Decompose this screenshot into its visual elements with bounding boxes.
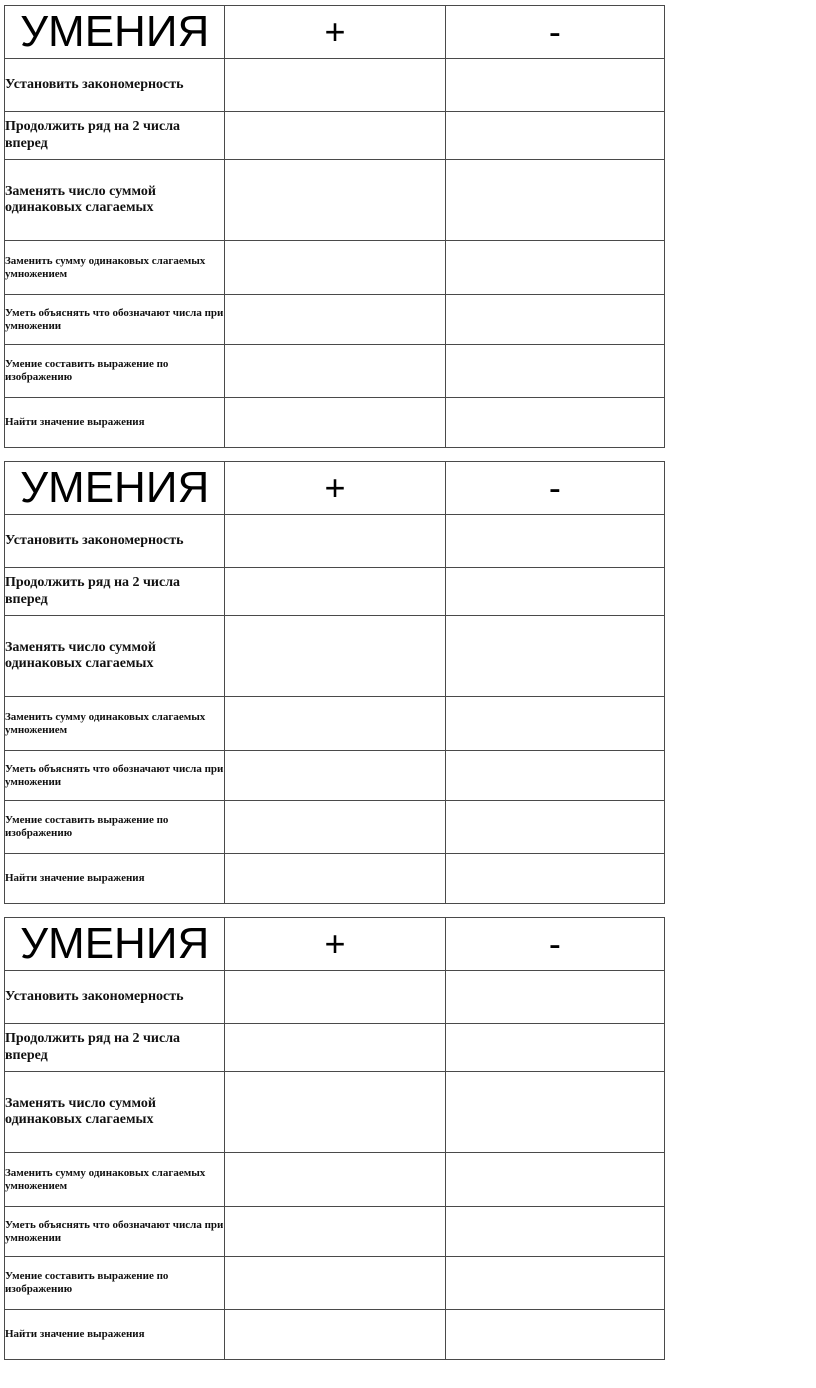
skill-label: Найти значение выражения xyxy=(5,398,225,448)
skills-table-1 xyxy=(4,5,665,448)
skill-label: Найти значение выражения xyxy=(5,854,225,904)
plus-mark-cell[interactable] xyxy=(225,515,445,568)
table-row xyxy=(5,971,665,1024)
table-row xyxy=(5,697,665,751)
skill-label: Установить закономерность xyxy=(5,971,225,1024)
skill-label: Установить закономерность xyxy=(5,515,225,568)
minus-mark-cell[interactable] xyxy=(445,801,664,854)
plus-mark-cell[interactable] xyxy=(225,1310,445,1360)
plus-mark-cell[interactable] xyxy=(225,854,445,904)
skill-label: Продолжить ряд на 2 числа вперед xyxy=(5,1024,225,1072)
table-row xyxy=(5,112,665,160)
minus-mark-cell[interactable] xyxy=(445,616,664,697)
skill-label: Заменять число суммой одинаковых слагаемых xyxy=(5,160,225,241)
minus-mark-cell[interactable] xyxy=(445,971,664,1024)
minus-mark-cell[interactable] xyxy=(445,241,664,295)
plus-mark-cell[interactable] xyxy=(225,59,445,112)
plus-mark-cell[interactable] xyxy=(225,1072,445,1153)
skill-label: Умение составить выражение по изображению xyxy=(5,801,225,854)
table-row xyxy=(5,345,665,398)
plus-column-header: + xyxy=(225,462,445,515)
minus-mark-cell[interactable] xyxy=(445,1310,664,1360)
skill-label: Уметь объяснять что обозначают числа при умножении xyxy=(5,751,225,801)
skill-label: Заменить сумму одинаковых слагаемых умножением xyxy=(5,1153,225,1207)
plus-mark-cell[interactable] xyxy=(225,1024,445,1072)
plus-mark-cell[interactable] xyxy=(225,398,445,448)
skill-label: Заменять число суммой одинаковых слагаемых xyxy=(5,616,225,697)
table-row xyxy=(5,1153,665,1207)
skills-column-header: УМЕНИЯ xyxy=(5,462,225,515)
plus-column-header: + xyxy=(225,6,445,59)
skill-label: Умение составить выражение по изображению xyxy=(5,345,225,398)
minus-column-header: - xyxy=(445,462,664,515)
plus-mark-cell[interactable] xyxy=(225,160,445,241)
skill-label: Заменить сумму одинаковых слагаемых умножением xyxy=(5,697,225,751)
plus-mark-cell[interactable] xyxy=(225,241,445,295)
skill-label: Уметь объяснять что обозначают числа при умножении xyxy=(5,295,225,345)
table-header-row xyxy=(5,462,665,515)
skills-column-header: УМЕНИЯ xyxy=(5,918,225,971)
skill-label: Установить закономерность xyxy=(5,59,225,112)
table-row xyxy=(5,1257,665,1310)
minus-mark-cell[interactable] xyxy=(445,697,664,751)
minus-mark-cell[interactable] xyxy=(445,160,664,241)
skills-table-2 xyxy=(4,461,665,904)
table-header-row xyxy=(5,6,665,59)
plus-mark-cell[interactable] xyxy=(225,971,445,1024)
minus-mark-cell[interactable] xyxy=(445,345,664,398)
table-row xyxy=(5,241,665,295)
skills-table-3 xyxy=(4,917,665,1360)
skill-label: Заменить сумму одинаковых слагаемых умножением xyxy=(5,241,225,295)
minus-mark-cell[interactable] xyxy=(445,59,664,112)
table-row xyxy=(5,160,665,241)
minus-mark-cell[interactable] xyxy=(445,1207,664,1257)
table-row xyxy=(5,568,665,616)
table-header-row xyxy=(5,918,665,971)
table-row xyxy=(5,616,665,697)
table-row xyxy=(5,1024,665,1072)
table-row xyxy=(5,751,665,801)
plus-mark-cell[interactable] xyxy=(225,568,445,616)
minus-mark-cell[interactable] xyxy=(445,398,664,448)
table-row xyxy=(5,801,665,854)
table-row xyxy=(5,1072,665,1153)
table-row xyxy=(5,59,665,112)
minus-column-header: - xyxy=(445,6,664,59)
plus-mark-cell[interactable] xyxy=(225,751,445,801)
table-row xyxy=(5,854,665,904)
skills-column-header: УМЕНИЯ xyxy=(5,6,225,59)
plus-mark-cell[interactable] xyxy=(225,345,445,398)
minus-mark-cell[interactable] xyxy=(445,1072,664,1153)
minus-mark-cell[interactable] xyxy=(445,295,664,345)
plus-mark-cell[interactable] xyxy=(225,1153,445,1207)
table-row xyxy=(5,398,665,448)
plus-mark-cell[interactable] xyxy=(225,295,445,345)
skill-label: Уметь объяснять что обозначают числа при умножении xyxy=(5,1207,225,1257)
plus-mark-cell[interactable] xyxy=(225,697,445,751)
minus-mark-cell[interactable] xyxy=(445,854,664,904)
minus-mark-cell[interactable] xyxy=(445,515,664,568)
table-row xyxy=(5,1310,665,1360)
minus-mark-cell[interactable] xyxy=(445,1024,664,1072)
plus-mark-cell[interactable] xyxy=(225,112,445,160)
minus-column-header: - xyxy=(445,918,664,971)
minus-mark-cell[interactable] xyxy=(445,1257,664,1310)
plus-mark-cell[interactable] xyxy=(225,1207,445,1257)
table-row xyxy=(5,515,665,568)
skill-label: Заменять число суммой одинаковых слагаемых xyxy=(5,1072,225,1153)
skill-label: Продолжить ряд на 2 числа вперед xyxy=(5,112,225,160)
skill-label: Продолжить ряд на 2 числа вперед xyxy=(5,568,225,616)
minus-mark-cell[interactable] xyxy=(445,1153,664,1207)
minus-mark-cell[interactable] xyxy=(445,112,664,160)
plus-column-header: + xyxy=(225,918,445,971)
plus-mark-cell[interactable] xyxy=(225,1257,445,1310)
skill-label: Умение составить выражение по изображению xyxy=(5,1257,225,1310)
plus-mark-cell[interactable] xyxy=(225,616,445,697)
table-row xyxy=(5,295,665,345)
skill-label: Найти значение выражения xyxy=(5,1310,225,1360)
table-row xyxy=(5,1207,665,1257)
minus-mark-cell[interactable] xyxy=(445,568,664,616)
minus-mark-cell[interactable] xyxy=(445,751,664,801)
plus-mark-cell[interactable] xyxy=(225,801,445,854)
